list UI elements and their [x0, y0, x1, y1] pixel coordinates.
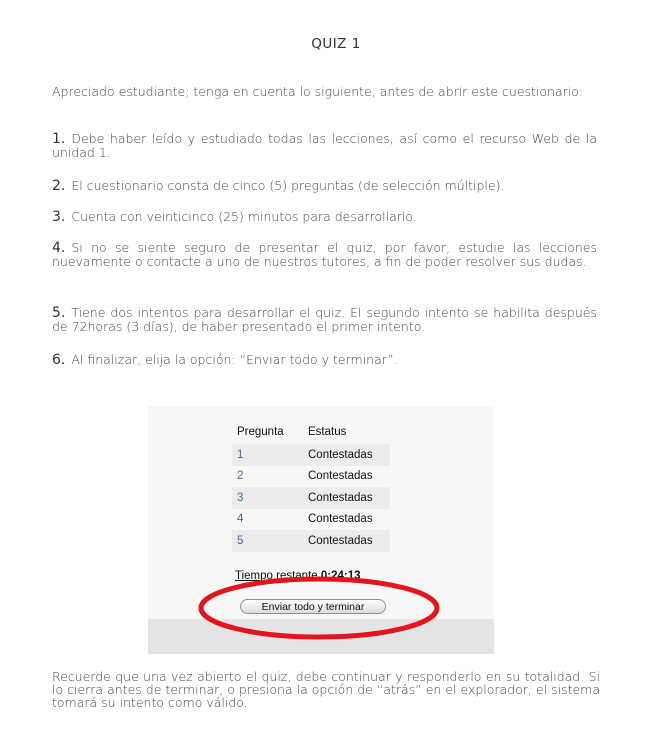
question-link[interactable]: 1: [232, 444, 303, 466]
item-text: Al finalizar, elija la opción: “Enviar todo y terminar”.: [71, 352, 398, 367]
item-text: Si no se siente seguro de presentar el quiz, por favor, estudie las lecciones nuevamente o contacte a uno de nuestros tutores, a fin de poder resolver sus dudas.: [52, 240, 597, 269]
item-number: 6.: [52, 352, 66, 368]
table-row: [232, 444, 390, 466]
submit-all-button[interactable]: Enviar todo y terminar: [240, 599, 386, 614]
page-title: QUIZ 1: [311, 36, 361, 52]
time-remaining-label: Tiempo restante: [235, 570, 318, 582]
instruction-item-5: [52, 306, 597, 333]
question-status: Contestadas: [303, 509, 390, 531]
question-status: Contestadas: [303, 444, 390, 466]
instruction-item-6: [52, 353, 597, 367]
time-remaining-value: 0:24:13: [320, 570, 361, 582]
item-text: Cuenta con veinticinco (25) minutos para desarrollarlo.: [71, 209, 417, 224]
question-status: Contestadas: [303, 466, 390, 488]
column-header-question: Pregunta: [237, 426, 284, 438]
item-text: Debe haber leído y estudiado todas las lecciones, así como el recurso Web de la unidad 1.: [52, 131, 597, 160]
closing-paragraph: Recuerde que una vez abierto el quiz, debe continuar y responderlo en su totalidad. Si lo cierra antes de terminar, o presiona la opción de “atrás” en el explorador, el sistema tomará su intento como válido.: [52, 669, 600, 710]
item-text: El cuestionario consta de cinco (5) preguntas (de selección múltiple).: [71, 178, 505, 193]
table-row: [232, 509, 390, 531]
item-number: 5.: [52, 305, 66, 321]
question-status-table: [232, 424, 390, 552]
question-status: Contestadas: [303, 487, 390, 509]
item-number: 4.: [52, 240, 66, 256]
question-link[interactable]: 5: [232, 530, 303, 552]
highlight-ellipse: [197, 575, 441, 641]
question-link[interactable]: 2: [232, 466, 303, 488]
question-link[interactable]: 4: [232, 509, 303, 531]
table-row: [232, 466, 390, 488]
item-text: Tiene dos intentos para desarrollar el quiz. El segundo intento se habilita después de 72horas (3 días), de haber presentado el primer intento.: [52, 305, 597, 334]
instruction-item-4: [52, 241, 597, 268]
instruction-item-3: [52, 210, 597, 224]
instruction-item-1: [52, 132, 597, 159]
table-row: [232, 530, 390, 552]
question-link[interactable]: 3: [232, 487, 303, 509]
item-number: 2.: [52, 178, 66, 194]
instruction-item-2: [52, 179, 597, 193]
column-header-status: Estatus: [308, 426, 347, 438]
table-row: [232, 487, 390, 509]
question-status: Contestadas: [303, 530, 390, 552]
intro-paragraph: Apreciado estudiante; tenga en cuenta lo siguiente, antes de abrir este cuestionario:: [52, 84, 584, 99]
item-number: 1.: [52, 131, 66, 147]
item-number: 3.: [52, 209, 66, 225]
